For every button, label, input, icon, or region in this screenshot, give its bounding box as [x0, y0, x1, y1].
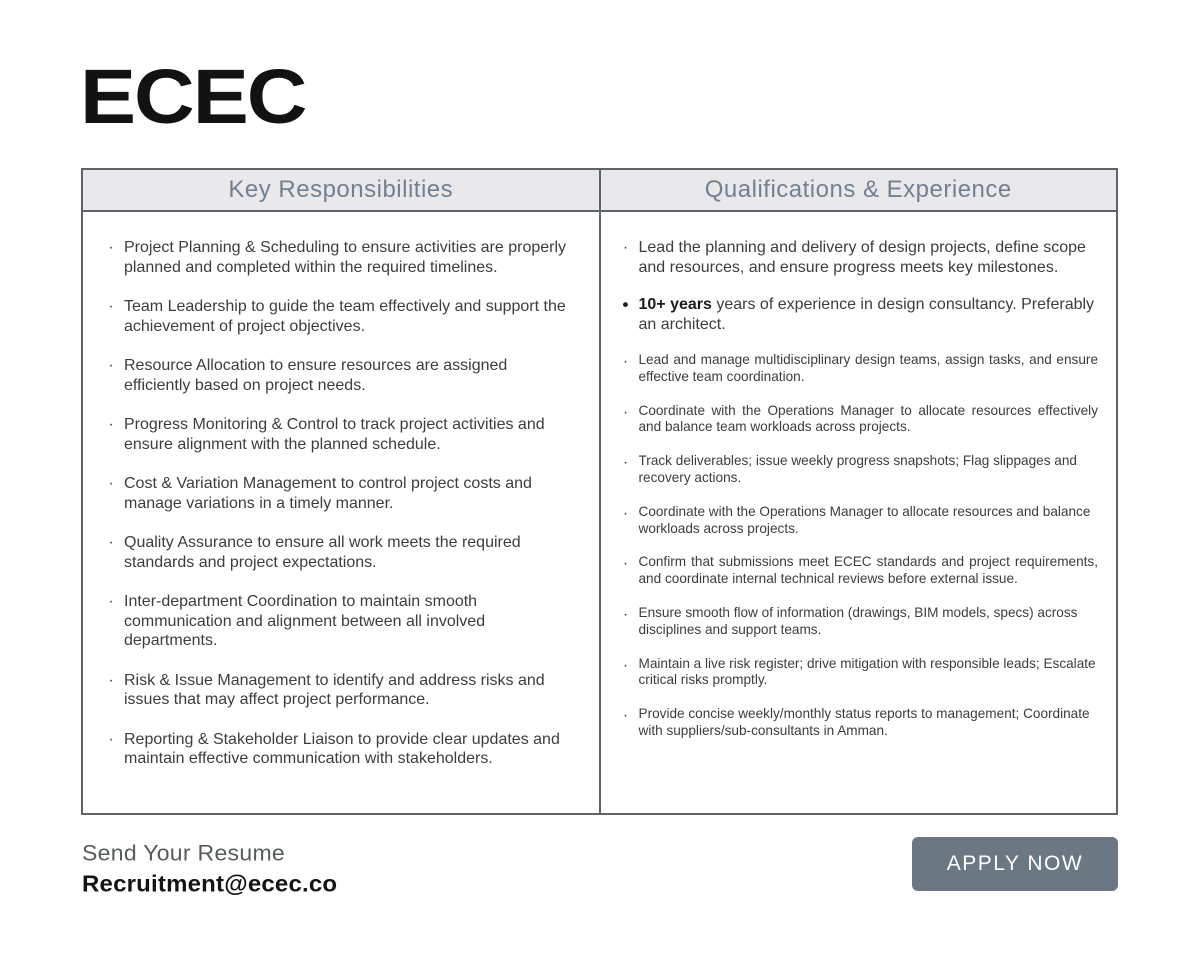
- list-item: [103, 592, 577, 651]
- list-item: [618, 504, 1099, 538]
- responsibilities-qualifications-table: [81, 168, 1118, 815]
- ecec-logo: ECEC: [80, 52, 306, 140]
- send-resume-label: Send Your Resume: [82, 840, 285, 866]
- bullet-icon: •: [622, 295, 629, 314]
- bullet-text: Coordinate with the Operations Manager to allocate resources effectively and balance team workloads across projects.: [638, 402, 1098, 435]
- bullet-text: Track deliverables; issue weekly progress snapshots; Flag slippages and recovery actions.: [638, 453, 1077, 485]
- list-item: [103, 238, 577, 277]
- bullet-text: Lead and manage multidisciplinary design teams, assign tasks, and ensure effective team coordination.: [638, 352, 1098, 384]
- qualifications-cell: [601, 212, 1117, 813]
- bullet-text: Risk & Issue Management to identify and address risks and issues that may affect project performance.: [124, 671, 545, 708]
- bullet-text: Ensure smooth flow of information (drawings, BIM models, specs) across disciplines and support teams.: [638, 604, 1078, 637]
- footer-contact-block: [82, 840, 337, 899]
- list-item: [618, 352, 1099, 386]
- list-item: [618, 295, 1099, 334]
- bullet-text: Team Leadership to guide the team effectively and support the achievement of project objectives.: [124, 298, 566, 335]
- bullet-text: Resource Allocation to ensure resources are assigned efficiently based on project needs.: [124, 357, 508, 394]
- bullet-text: Inter-department Coordination to maintain smooth communication and alignment between all involved departments.: [124, 593, 486, 649]
- list-item: [103, 671, 577, 710]
- list-item: [103, 533, 577, 572]
- bullet-icon: ·: [108, 671, 114, 689]
- bullet-icon: ·: [622, 504, 629, 522]
- bullet-icon: ·: [622, 656, 629, 674]
- bullet-icon: ·: [108, 298, 114, 315]
- apply-now-button[interactable]: APPLY NOW: [912, 837, 1118, 891]
- key-responsibilities-header: Key Responsibilities: [83, 170, 601, 210]
- qualifications-list: [601, 212, 1117, 767]
- key-responsibilities-cell: [83, 212, 601, 813]
- bullet-icon: ·: [108, 416, 114, 433]
- bullet-text: Project Planning & Scheduling to ensure activities are properly planned and completed within the required timelines.: [124, 239, 567, 276]
- list-item: [618, 238, 1099, 277]
- bullet-text: 10+ years years of experience in design consultancy. Preferably an architect.: [638, 296, 1095, 333]
- qualifications-experience-header: Qualifications & Experience: [704, 176, 1012, 203]
- responsibilities-list: [83, 212, 599, 799]
- bullet-icon: ·: [108, 239, 114, 256]
- bullet-icon: ·: [622, 239, 629, 256]
- bullet-icon: ·: [108, 730, 114, 748]
- bullet-icon: ·: [622, 403, 629, 421]
- bullet-text: Reporting & Stakeholder Liaison to provide clear updates and maintain effective communication with stakeholders.: [124, 730, 560, 767]
- bullet-icon: ·: [108, 357, 114, 374]
- list-item: [103, 730, 577, 769]
- list-item: [618, 605, 1099, 639]
- bullet-text: Provide concise weekly/monthly status reports to management; Coordinate with suppliers/sub-consultants in Amman.: [638, 706, 1090, 738]
- recruitment-email[interactable]: Recruitment@ecec.co: [82, 871, 338, 898]
- bullet-text: Coordinate with the Operations Manager to allocate resources and balance workloads across projects.: [638, 503, 1091, 536]
- bullet-text: Quality Assurance to ensure all work meets the required standards and project expectations.: [124, 534, 521, 571]
- bullet-icon: ·: [622, 605, 629, 623]
- list-item: [618, 706, 1099, 740]
- bullet-icon: ·: [622, 454, 629, 472]
- bullet-text: Lead the planning and delivery of design projects, define scope and resources, and ensure progress meets key milestones.: [638, 239, 1086, 276]
- list-item: [103, 415, 577, 454]
- bullet-icon: ·: [622, 353, 629, 370]
- bullet-text: Cost & Variation Management to control project costs and manage variations in a timely manner.: [124, 475, 532, 512]
- bullet-text: Confirm that submissions meet ECEC standards and project requirements, and coordinate internal technical reviews before external issue.: [638, 554, 1098, 587]
- list-item: [618, 656, 1099, 690]
- list-item: [618, 403, 1099, 437]
- bullet-text: Progress Monitoring & Control to track project activities and ensure alignment with the planned schedule.: [124, 416, 545, 453]
- bullet-icon: ·: [622, 555, 629, 573]
- bullet-text: Maintain a live risk register; drive mitigation with responsible leads; Escalate critical risks promptly.: [638, 655, 1096, 688]
- list-item: [618, 453, 1099, 487]
- bullet-icon: ·: [108, 593, 114, 610]
- list-item: [103, 297, 577, 336]
- list-item: [103, 356, 577, 395]
- bullet-icon: ·: [108, 475, 114, 492]
- list-item: [103, 474, 577, 513]
- bullet-icon: ·: [622, 707, 629, 725]
- bullet-icon: ·: [108, 534, 114, 551]
- table-header-row: [83, 170, 1116, 212]
- list-item: [618, 554, 1099, 588]
- table-body: [83, 212, 1116, 813]
